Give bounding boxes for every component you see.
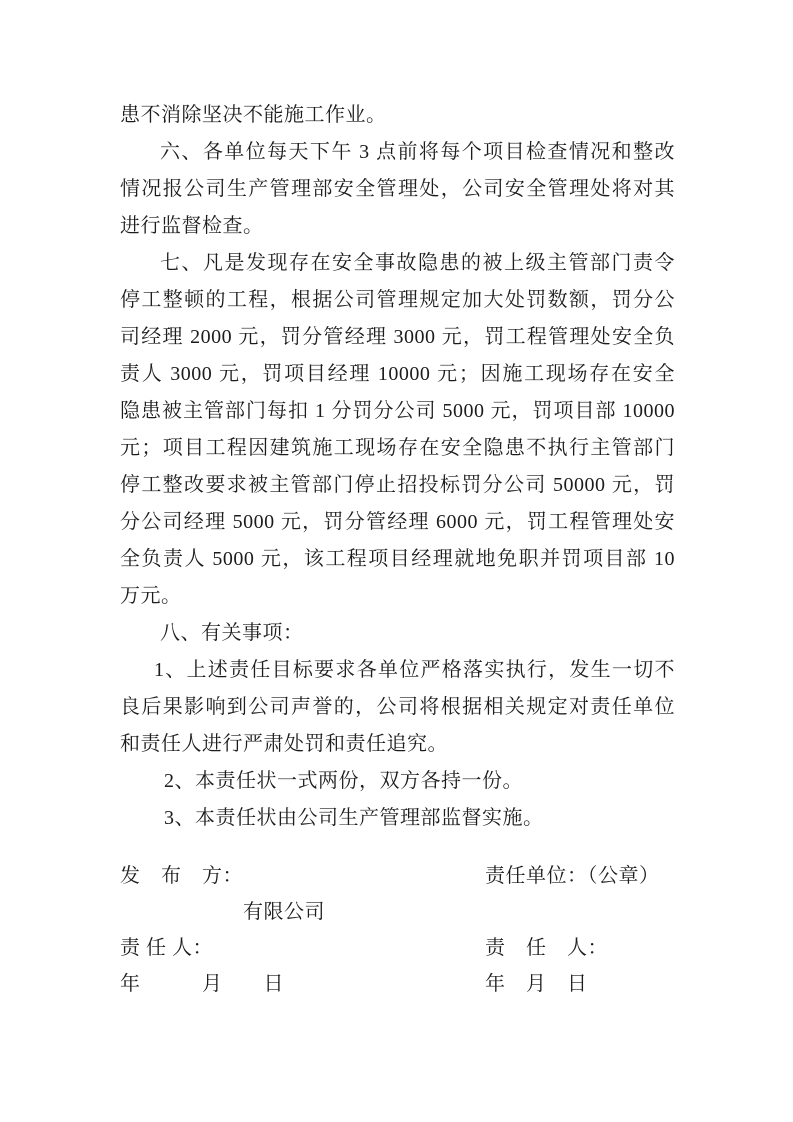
body-line: 七、凡是发现存在安全事故隐患的被上级主管部门责令 [160, 252, 675, 274]
body-line: 停工整改要求被主管部门停止招投标罚分公司 50000 元，罚 [120, 474, 675, 496]
body-line: 司经理 2000 元，罚分管经理 3000 元，罚工程管理处安全负 [120, 326, 675, 348]
body-line: 1、上述责任目标要求各单位严格落实执行，发生一切不 [154, 659, 675, 681]
body-line: 和责任人进行严肃处罚和责任追究。 [120, 733, 448, 755]
body-line: 责人 3000 元，罚项目经理 10000 元；因施工现场存在安全 [120, 363, 675, 385]
body-line: 八、有关事项： [160, 622, 304, 644]
signature-right-cell: 责 任 人： [485, 937, 608, 959]
body-line: 全负责人 5000 元，该工程项目经理就地免职并罚项目部 10 [120, 548, 675, 570]
signature-right-cell: 责任单位：（公章） [485, 865, 660, 887]
body-line: 进行监督检查。 [120, 215, 264, 237]
body-line: 情况报公司生产管理部安全管理处，公司安全管理处将对其 [120, 178, 675, 200]
signature-row [120, 894, 680, 930]
body-line: 隐患被主管部门每扣 1 分罚分公司 5000 元，罚项目部 10000 [120, 400, 675, 422]
signature-row [120, 966, 680, 1002]
signature-right-cell: 年 月 日 [485, 973, 588, 995]
body-line: 停工整顿的工程，根据公司管理规定加大处罚数额，罚分公 [120, 289, 675, 311]
body-line: 元；项目工程因建筑施工现场存在安全隐患不执行主管部门 [120, 437, 675, 459]
body-line: 万元。 [120, 585, 182, 607]
signature-left-cell: 发 布 方： [120, 865, 243, 887]
body-line: 患不消除坚决不能施工作业。 [120, 104, 387, 126]
document-body [120, 97, 675, 837]
signature-right-cell [485, 894, 680, 930]
signature-left-cell: 责 任 人： [120, 937, 213, 959]
body-line: 六、各单位每天下午 3 点前将每个项目检查情况和整改 [160, 141, 675, 163]
signature-block [120, 858, 680, 1002]
body-line: 良后果影响到公司声誉的，公司将根据相关规定对责任单位 [120, 696, 675, 718]
signature-row [120, 930, 680, 966]
signature-left-cell: 年 月 日 [120, 973, 284, 995]
body-line: 分公司经理 5000 元，罚分管经理 6000 元，罚工程管理处安 [120, 511, 675, 533]
body-line: 2、本责任状一式两份，双方各持一份。 [164, 770, 523, 792]
body-line: 3、本责任状由公司生产管理部监督实施。 [164, 807, 544, 829]
signature-row [120, 858, 680, 894]
signature-left-cell: 有限公司 [120, 901, 325, 923]
